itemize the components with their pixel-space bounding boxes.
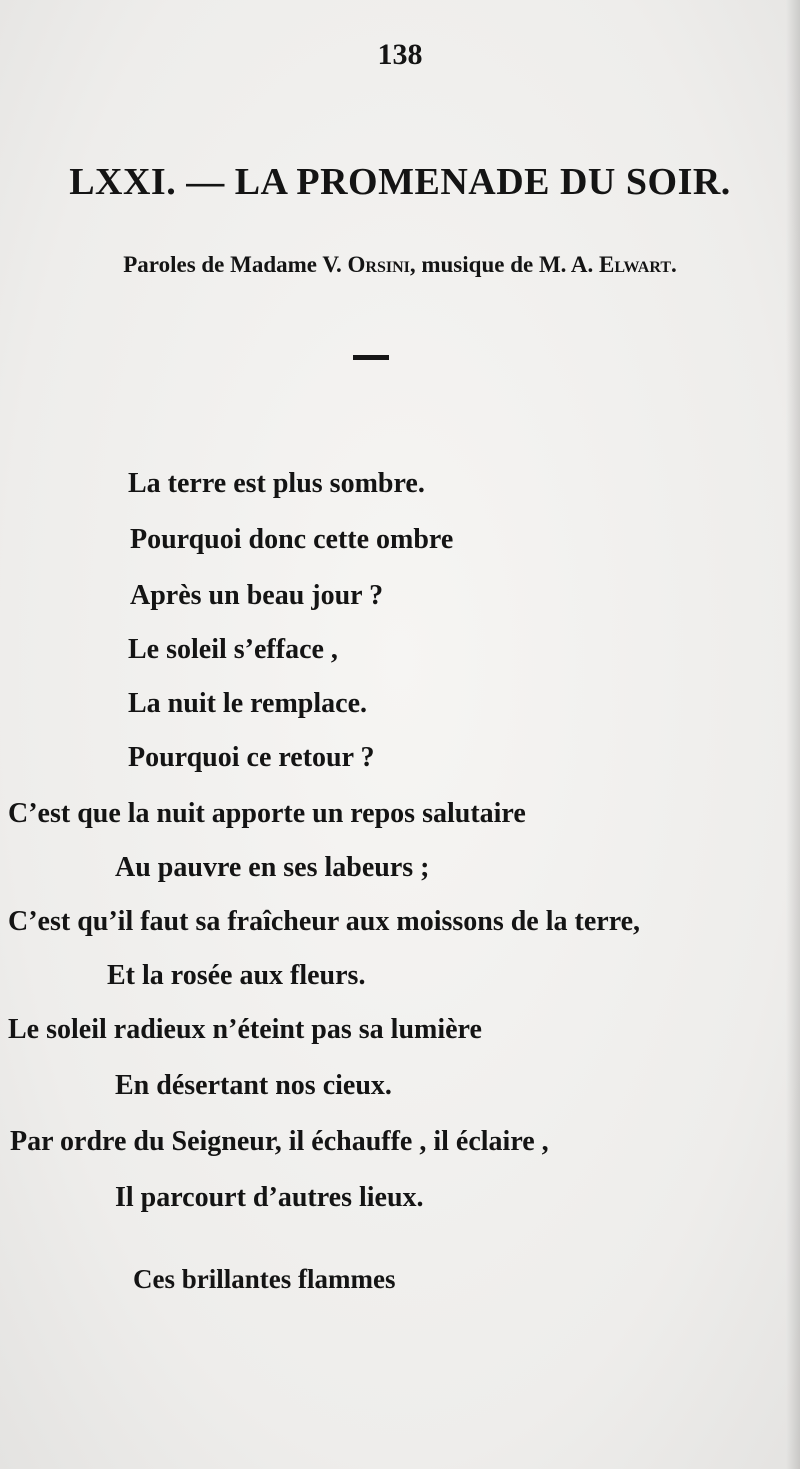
- verse-line: Le soleil s’efface ,: [128, 634, 338, 665]
- composer-name: Elwart: [599, 252, 671, 277]
- verse-line: Après un beau jour ?: [130, 580, 384, 611]
- verse-line: Et la rosée aux fleurs.: [107, 960, 366, 991]
- credits-suffix: .: [671, 252, 677, 277]
- lyricist-name: Orsini: [347, 252, 410, 277]
- verse-line: La terre est plus sombre.: [128, 468, 425, 499]
- verse-line: Par ordre du Seigneur, il échauffe , il éclaire ,: [10, 1126, 549, 1157]
- credits-prefix: Paroles de Madame V.: [123, 252, 348, 277]
- song-title: LXXI. — LA PROMENADE DU SOIR.: [69, 161, 731, 203]
- page-number: 138: [377, 38, 423, 71]
- verse-line: Il parcourt d’autres lieux.: [115, 1182, 424, 1213]
- section-divider: [353, 355, 389, 360]
- verse-line: La nuit le remplace.: [128, 688, 368, 719]
- verse-line: C’est que la nuit apporte un repos salutaire: [8, 798, 526, 829]
- verse-line: Le soleil radieux n’éteint pas sa lumière: [8, 1014, 482, 1045]
- verse-line: Ces brillantes flammes: [133, 1264, 396, 1294]
- verse-line: Au pauvre en ses labeurs ;: [115, 852, 430, 883]
- song-credits: [0, 252, 800, 278]
- verse-line: En désertant nos cieux.: [115, 1070, 392, 1101]
- verse-line: Pourquoi donc cette ombre: [130, 524, 454, 555]
- page-edge-shadow: [786, 0, 800, 1469]
- verse-line: C’est qu’il faut sa fraîcheur aux moissons de la terre,: [8, 906, 641, 937]
- credits-middle: , musique de M. A.: [409, 252, 599, 277]
- verse-line: Pourquoi ce retour ?: [128, 742, 375, 773]
